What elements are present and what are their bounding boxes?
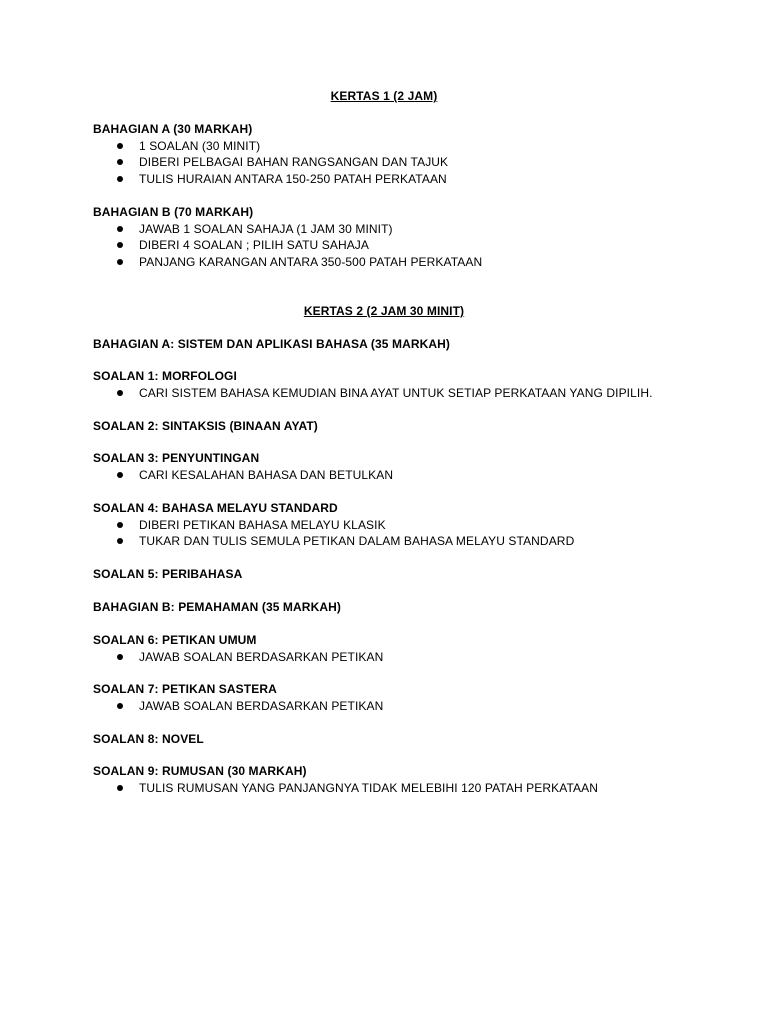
list-item: TULIS RUMUSAN YANG PANJANGNYA TIDAK MELEBIHI 120 PATAH PERKATAAN [93,780,733,797]
soalan-7-list [93,698,733,715]
bullet-icon [117,390,123,396]
bullet-icon [117,522,123,528]
soalan-1-list [93,385,733,402]
bullet-icon [117,654,123,660]
soalan-9-title: SOALAN 9: RUMUSAN (30 MARKAH) [93,764,307,778]
soalan-6-title: SOALAN 6: PETIKAN UMUM [93,633,257,647]
soalan-8-title: SOALAN 8: NOVEL [93,732,204,746]
soalan-7 [93,681,733,714]
soalan-6 [93,632,733,665]
list-item: DIBERI PELBAGAI BAHAN RANGSANGAN DAN TAJUK [93,154,733,171]
kertas-2-title: KERTAS 2 (2 JAM 30 MINIT) [303,304,465,318]
kertas-2-bahagian-a [93,336,733,353]
bullet-icon [117,259,123,265]
bahagian-a-title: BAHAGIAN A: SISTEM DAN APLIKASI BAHASA (35 MARKAH) [93,337,451,351]
soalan-3-list [93,467,733,484]
bahagian-a-list [93,138,733,188]
soalan-1-title: SOALAN 1: MORFOLOGI [93,369,237,383]
soalan-4-title: SOALAN 4: BAHASA MELAYU STANDARD [93,501,338,515]
bullet-icon [117,159,123,165]
soalan-5 [93,566,733,583]
soalan-9-list [93,780,733,797]
list-item: JAWAB 1 SOALAN SAHAJA (1 JAM 30 MINIT) [93,221,733,238]
bullet-icon [117,176,123,182]
bahagian-b-title: BAHAGIAN B: PEMAHAMAN (35 MARKAH) [93,600,341,614]
list-item: CARI KESALAHAN BAHASA DAN BETULKAN [93,467,733,484]
bullet-icon [117,785,123,791]
soalan-7-title: SOALAN 7: PETIKAN SASTERA [93,682,277,696]
soalan-1 [93,368,733,401]
soalan-3-title: SOALAN 3: PENYUNTINGAN [93,451,260,465]
list-item: CARI SISTEM BAHASA KEMUDIAN BINA AYAT UNTUK SETIAP PERKATAAN YANG DIPILIH. [93,385,733,402]
kertas-1-bahagian-b [93,204,733,270]
soalan-2-title: SOALAN 2: SINTAKSIS (BINAAN AYAT) [93,419,318,433]
kertas-1-bahagian-a [93,121,733,187]
soalan-4-list [93,517,733,550]
bullet-icon [117,538,123,544]
list-item: DIBERI PETIKAN BAHASA MELAYU KLASIK [93,517,733,534]
soalan-8 [93,731,733,748]
list-item: DIBERI 4 SOALAN ; PILIH SATU SAHAJA [93,237,733,254]
list-item: JAWAB SOALAN BERDASARKAN PETIKAN [93,698,733,715]
soalan-4 [93,500,733,550]
soalan-9 [93,763,733,796]
list-item: JAWAB SOALAN BERDASARKAN PETIKAN [93,649,733,666]
bullet-icon [117,242,123,248]
list-item: 1 SOALAN (30 MINIT) [93,138,733,155]
bullet-icon [117,703,123,709]
bahagian-b-title: BAHAGIAN B (70 MARKAH) [93,205,254,219]
kertas-1-title: KERTAS 1 (2 JAM) [330,89,438,103]
kertas-2-bahagian-b [93,599,733,616]
bullet-icon [117,226,123,232]
list-item: TULIS HURAIAN ANTARA 150-250 PATAH PERKATAAN [93,171,733,188]
bahagian-a-title: BAHAGIAN A (30 MARKAH) [93,122,253,136]
bahagian-b-list [93,221,733,271]
soalan-3 [93,450,733,483]
list-item: TUKAR DAN TULIS SEMULA PETIKAN DALAM BAHASA MELAYU STANDARD [93,533,733,550]
bullet-icon [117,143,123,149]
bullet-icon [117,472,123,478]
soalan-5-title: SOALAN 5: PERIBAHASA [93,567,243,581]
soalan-6-list [93,649,733,666]
soalan-2 [93,418,733,435]
list-item: PANJANG KARANGAN ANTARA 350-500 PATAH PERKATAAN [93,254,733,271]
